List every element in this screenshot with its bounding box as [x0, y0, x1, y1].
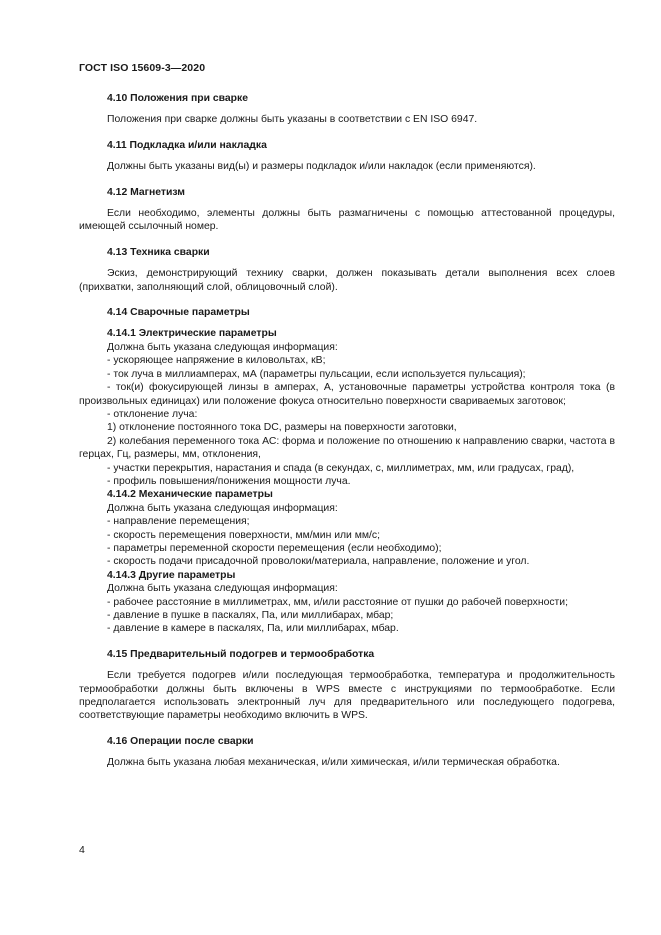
subsection-heading: 4.14.3 Другие параметры [107, 569, 236, 581]
section-4-12 [79, 186, 615, 234]
section-heading: 4.13 Техника сварки [107, 246, 210, 258]
list-item: - направление перемещения; [107, 516, 250, 528]
section-4-11 [79, 139, 615, 174]
page-number: 4 [79, 844, 85, 856]
section-heading: 4.15 Предварительный подогрев и термообработка [107, 648, 375, 660]
subsection-4-14-3 [79, 569, 615, 636]
subsection-heading: 4.14.2 Механические параметры [107, 489, 273, 501]
list-item: - ток(и) фокусирующей линзы в амперах, А, установочные параметры устройства контроля тока (в произвольных единицах) или положение фокуса относительно поверхности свариваемых заготовок; [79, 382, 615, 407]
section-heading: 4.14 Сварочные параметры [107, 307, 250, 319]
list-item: - давление в пушке в паскалях, Па, или миллибарах, мбар; [107, 610, 394, 621]
list-item: - скорость перемещения поверхности, мм/мин или мм/с; [107, 529, 381, 541]
list-item: 2) колебания переменного тока АС: форма и положение по отношению к направлению сварки, частота в герцах, Гц, размеры, мм, отклонения, [79, 435, 615, 461]
section-heading: 4.16 Операции после сварки [107, 735, 254, 747]
section-paragraph: Эскиз, демонстрирующий технику сварки, должен показывать детали выполнения всех слоев (прихватки, заполняющий слой, облицовочный слой). [79, 268, 615, 293]
subsection-intro: Должна быть указана следующая информация: [107, 341, 338, 353]
document-body [79, 92, 615, 782]
section-paragraph: Если необходимо, элементы должны быть размагничены с помощью аттестованной процедуры, имеющей ссылочный номер. [79, 208, 615, 233]
subsection-heading: 4.14.1 Электрические параметры [107, 328, 277, 340]
section-4-10 [79, 92, 615, 127]
list-item: - профиль повышения/понижения мощности луча. [107, 475, 351, 487]
list-item: - ток луча в миллиамперах, мА (параметры пульсации, если используется пульсация); [107, 368, 526, 380]
section-paragraph: Положения при сварке должны быть указаны в соответствии с EN ISO 6947. [107, 114, 478, 126]
section-4-15 [79, 648, 615, 723]
section-paragraph: Должна быть указана любая механическая, и/или химическая, и/или термическая обработка. [107, 757, 560, 769]
document-header: ГОСТ ISO 15609-3—2020 [79, 62, 206, 74]
section-paragraph: Если требуется подогрев и/или последующая термообработка, температура и продолжительность термообработки должны быть включены в WPS вместе с инструкциями по термообработке. Если предполагается использовать электронный луч для предварительного или последующего подогрева, соответствующие параметры необходимо включить в WPS. [79, 670, 615, 722]
list-item: - давление в камере в паскалях, Па, или миллибарах, мбар. [107, 623, 399, 635]
list-item: - ускоряющее напряжение в киловольтах, кВ; [107, 355, 326, 367]
section-4-16 [79, 735, 615, 770]
list-item: - рабочее расстояние в миллиметрах, мм, и/или расстояние от пушки до рабочей поверхности; [107, 596, 568, 608]
section-4-13 [79, 246, 615, 294]
list-item: - скорость подачи присадочной проволоки/материала, направление, положение и угол. [107, 556, 530, 568]
section-heading: 4.10 Положения при сварке [107, 93, 248, 104]
list-item: - участки перекрытия, нарастания и спада (в секундах, с, миллиметрах, мм, или градусах, град), [107, 462, 575, 474]
list-item: - параметры переменной скорости перемещения (если необходимо); [107, 542, 442, 554]
subsection-intro: Должна быть указана следующая информация: [107, 502, 338, 514]
subsection-4-14-2 [79, 488, 615, 568]
subsection-intro: Должна быть указана следующая информация: [107, 583, 338, 595]
section-paragraph: Должны быть указаны вид(ы) и размеры подкладок и/или накладок (если применяются). [107, 161, 536, 173]
section-heading: 4.12 Магнетизм [107, 186, 185, 198]
list-item: 1) отклонение постоянного тока DC, размеры на поверхности заготовки, [107, 422, 457, 434]
section-4-14 [79, 306, 615, 636]
list-item: - отклонение луча: [107, 408, 198, 420]
subsection-4-14-1 [79, 327, 615, 488]
section-heading: 4.11 Подкладка и/или накладка [107, 139, 267, 151]
